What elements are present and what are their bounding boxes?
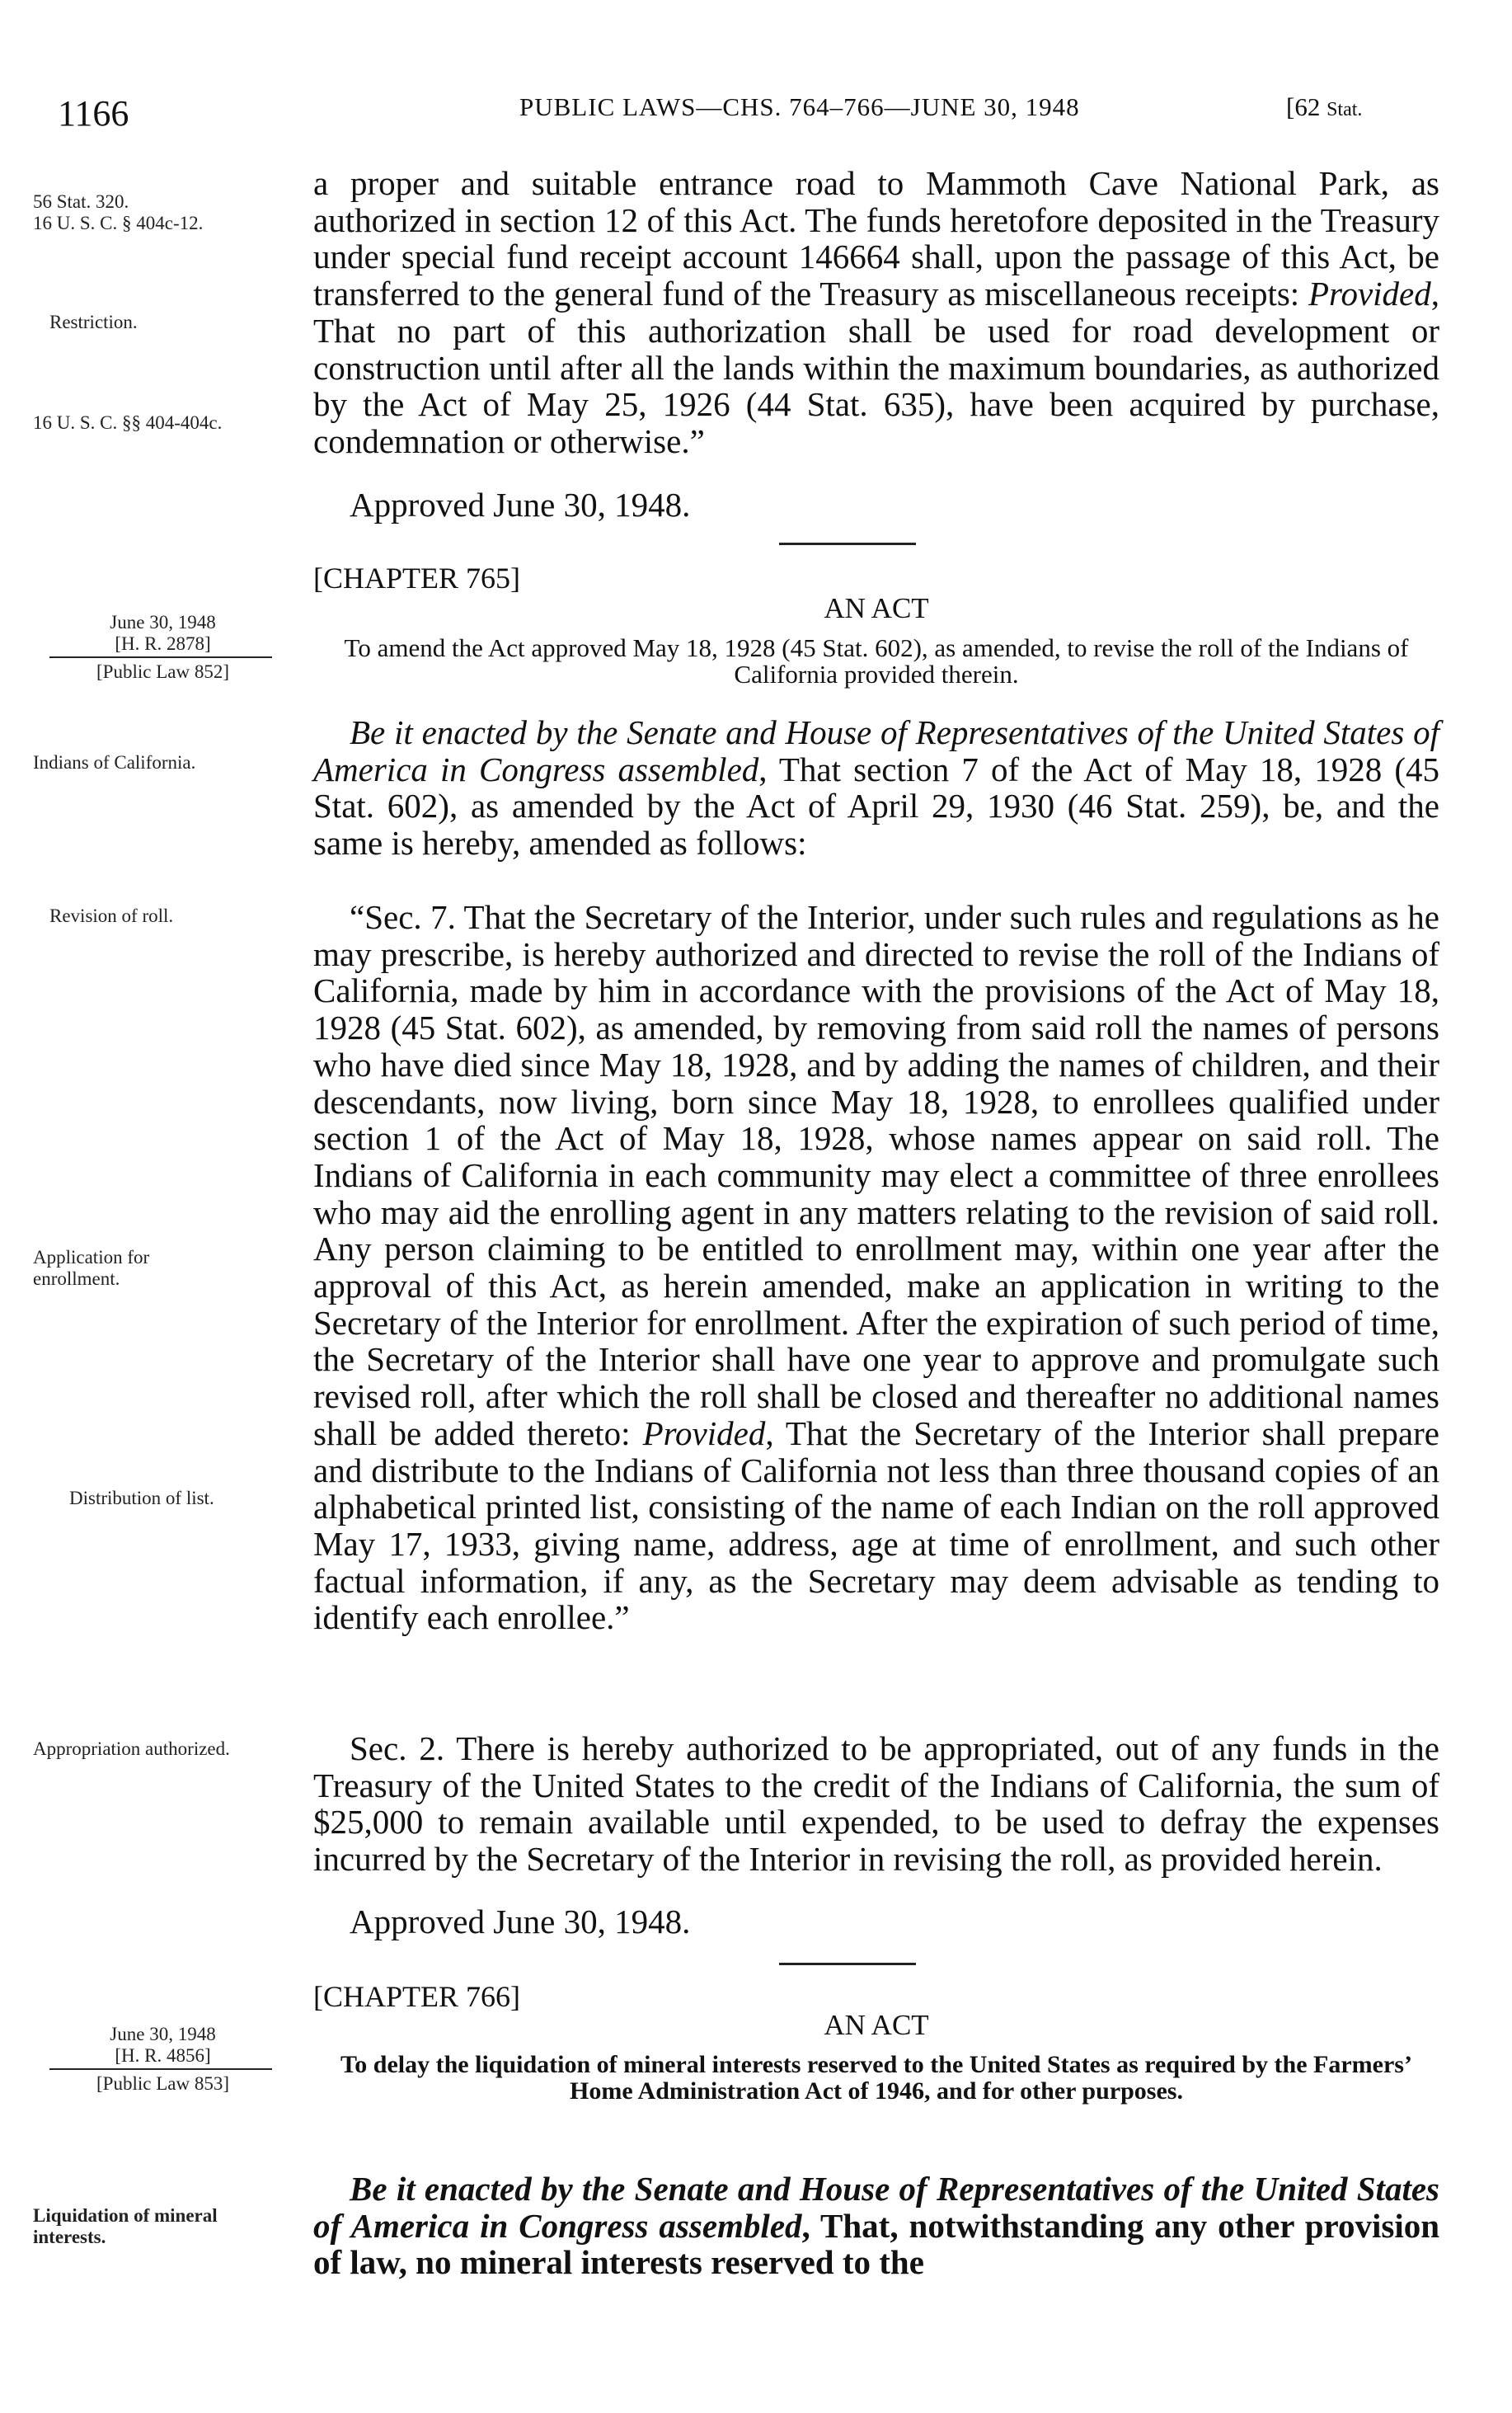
ch765-an-act: AN ACT [824,592,929,624]
ch764-approved: Approved June 30, 1948. [350,486,691,524]
page-number: 1166 [58,93,129,134]
margin-note-application-for-enrollment: Application for enrollment. [33,1247,150,1289]
ch764-text: a proper and suitable entrance road to Mammoth Cave National Park, as authorized in section 12 of this Act. The funds heretofore deposited in the Treasury under special fund receipt account 146664 shall, upon the passage of this Act, be transferred to the general fund of the Treasury as miscellaneous receipts: [313,164,1439,313]
ch764-provided: Provided [1308,275,1431,313]
ch766-bill: [H. R. 4856] [115,2045,211,2066]
ch765-margin-rule [49,656,272,658]
margin-note-16-usc-404: 16 U. S. C. §§ 404-404c. [33,412,223,433]
margin-note-indians-of-california: Indians of California. [33,752,196,773]
volume-suffix: Stat. [1327,99,1363,120]
section-rule-2 [779,1963,916,1965]
ch765-approved: Approved June 30, 1948. [350,1903,691,1940]
ch766-title: To delay the liquidation of mineral interests reserved to the United States as required by the Farmers’ Home Administration Act of 1946, and for other purposes. [340,2051,1412,2105]
margin-note-distribution-of-list: Distribution of list. [69,1488,214,1508]
ch765-title: To amend the Act approved May 18, 1928 (45 Stat. 602), as amended, to revise the roll of the Indians of California provided therein. [344,633,1409,689]
margin-note-restriction: Restriction. [49,312,138,332]
volume-reference [1286,92,1362,122]
margin-note-liquidation: Liquidation of mineral interests. [33,2205,218,2247]
section-rule-1 [779,543,916,545]
volume-prefix: [62 [1286,92,1327,121]
ch765-sec7-text: That the Secretary of the Interior, under such rules and regulations as he may prescribe, is hereby authorized and directed to revise the roll of the Indians of California, made by him in accordance with the provisions of the Act of May 18, 1928 (45 Stat. 602), as amended, by removing from said roll the names of persons who have died since May 18, 1928, and by adding the names of children, and their descendants, now living, born since May 18, 1928, to enrollees qualified under section 1 of the Act of May 18, 1928, whose names appear on said roll. The Indians of California in each community may elect a committee of three enrollees who may aid the enrolling agent in any matters relating to the revision of said roll. Any person claiming to be entitled to enrollment may, within one year after the approval of this Act, as herein amended, make an application in writing to the Secretary of the Interior for enrollment. After the expiration of such period of time, the Secretary of the Interior shall have one year to approve and promulgate such revised roll, after which the roll shall be closed and thereafter no additional names shall be added thereto: [313,898,1439,1452]
ch765-sec7-label: “Sec. 7. [350,898,456,936]
margin-note-appropriation-authorized: Appropriation authorized. [33,1738,230,1759]
ch764-continuation [313,165,1439,460]
ch766-enacting-clause [313,2171,1439,2281]
ch765-enacting-italic: Be it enacted by the Senate and House of Representatives of the United States of America in Congress assembled [313,713,1439,788]
ch765-section-7 [313,899,1439,1636]
ch766-enacting-italic: Be it enacted by the Senate and House of Representatives of the United States of America in Congress assembled [313,2170,1439,2245]
ch765-bill: [H. R. 2878] [115,633,211,654]
ch766-margin-rule [49,2068,272,2070]
ch765-public-law: [Public Law 852] [96,661,229,682]
ch766-public-law: [Public Law 853] [96,2073,229,2094]
ch766-enacting-rest: , That, notwithstanding any other provision of law, no mineral interests reserved to the [313,2206,1440,2282]
margin-note-revision-of-roll: Revision of roll. [49,905,174,926]
ch765-chapter-heading: [CHAPTER 765] [313,562,520,595]
ch765-sec2-label: Sec. 2. [350,1729,445,1767]
ch765-sec2-text: There is hereby authorized to be appropriated, out of any funds in the Treasury of the United States to the credit of the Indians of California, the sum of $25,000 to remain available until expended, to be used to defray the expenses incurred by the Secretary of the Interior in revising the roll, as provided herein. [313,1729,1439,1879]
ch765-provided: Provided [642,1413,766,1452]
margin-note-56-stat: 56 Stat. 320. [33,191,129,212]
ch765-section-2 [313,1730,1439,1878]
ch765-enacting-clause [313,714,1439,862]
ch765-sec7-end: , That the Secretary of the Interior shall prepare and distribute to the Indians of California not less than three thousand copies of an alphabetical printed list, consisting of the name of each Indian on the roll approved May 17, 1933, giving name, address, age at time of enrollment, and such other factual information, if any, as the Secretary may deem advisable as tending to identify each enrollee.” [313,1413,1439,1637]
ch766-date: June 30, 1948 [110,2024,216,2044]
ch765-enacting-rest: , That section 7 of the Act of May 18, 1928 (45 Stat. 602), as amended by the Act of April 29, 1930 (46 Stat. 259), be, and the same is hereby, amended as follows: [313,750,1440,863]
ch765-date: June 30, 1948 [110,612,216,633]
ch766-an-act: AN ACT [824,2009,929,2041]
margin-note-16-usc-404c12: 16 U. S. C. § 404c-12. [33,213,204,233]
running-head: PUBLIC LAWS—CHS. 764–766—JUNE 30, 1948 [519,92,1080,121]
ch766-chapter-heading: [CHAPTER 766] [313,1980,520,2013]
ch764-text-end: , That no part of this authorization shall be used for road development or construction until after all the lands within the maximum boundaries, as authorized by the Act of May 25, 1926 (44 Stat. 635), have been acquired by purchase, condemnation or otherwise.” [313,275,1439,460]
